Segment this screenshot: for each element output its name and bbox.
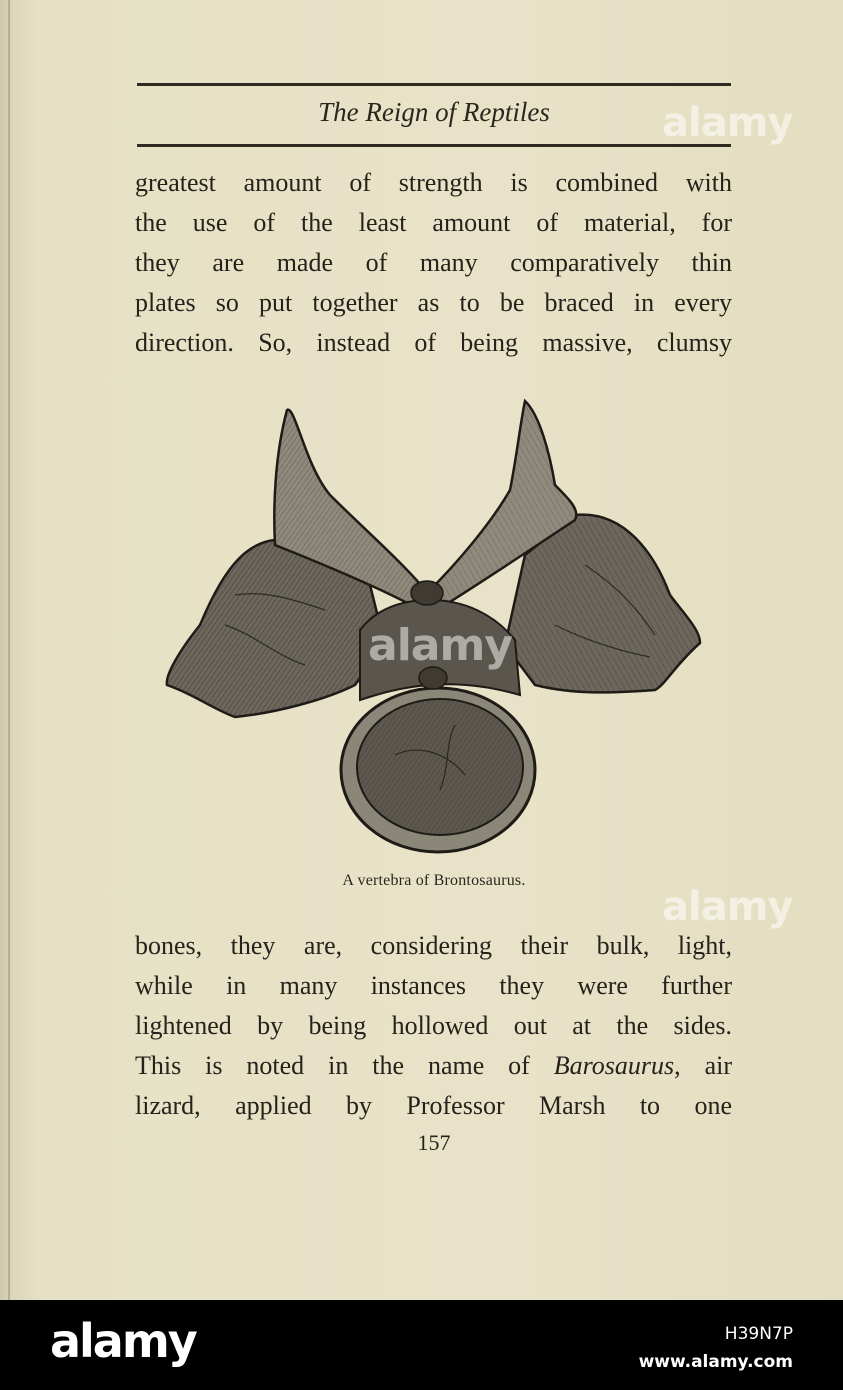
header-rule-top [137, 83, 731, 86]
text-line: the use of the least amount of material, for [135, 208, 732, 237]
running-head: The Reign of Reptiles [318, 97, 550, 127]
footer-info [639, 1320, 793, 1376]
watermark-text: alamy [662, 100, 793, 146]
header-rule-bottom [137, 144, 731, 147]
binding-gutter [8, 0, 10, 1300]
italic-taxon-name: Barosaurus [553, 1051, 675, 1080]
text-line: while in many instances they were further [135, 971, 732, 1000]
page-number: 157 [417, 1130, 451, 1155]
body-text-lower [135, 926, 732, 1126]
text-line: bones, they are, considering their bulk, light, [135, 931, 732, 960]
watermark-text: alamy [662, 884, 793, 930]
image-id: H39N7P [724, 1324, 793, 1344]
text-line: This is noted in the name of Barosaurus, air [135, 1051, 733, 1080]
figure-caption: A vertebra of Brontosaurus. [342, 872, 526, 889]
text-line: direction. So, instead of being massive, clumsy [135, 328, 732, 357]
site-url: www.alamy.com [638, 1352, 793, 1372]
text-line: lightened by being hollowed out at the sides. [135, 1011, 732, 1040]
body-text-upper [135, 163, 732, 363]
text-line: they are made of many comparatively thin [135, 248, 732, 277]
text-line: plates so put together as to be braced in every [135, 288, 732, 317]
text-line: greatest amount of strength is combined with [135, 168, 732, 197]
text-line: lizard, applied by Professor Marsh to one [135, 1091, 732, 1120]
alamy-logo: alamy [50, 1314, 196, 1368]
watermark-text: alamy [368, 620, 512, 671]
